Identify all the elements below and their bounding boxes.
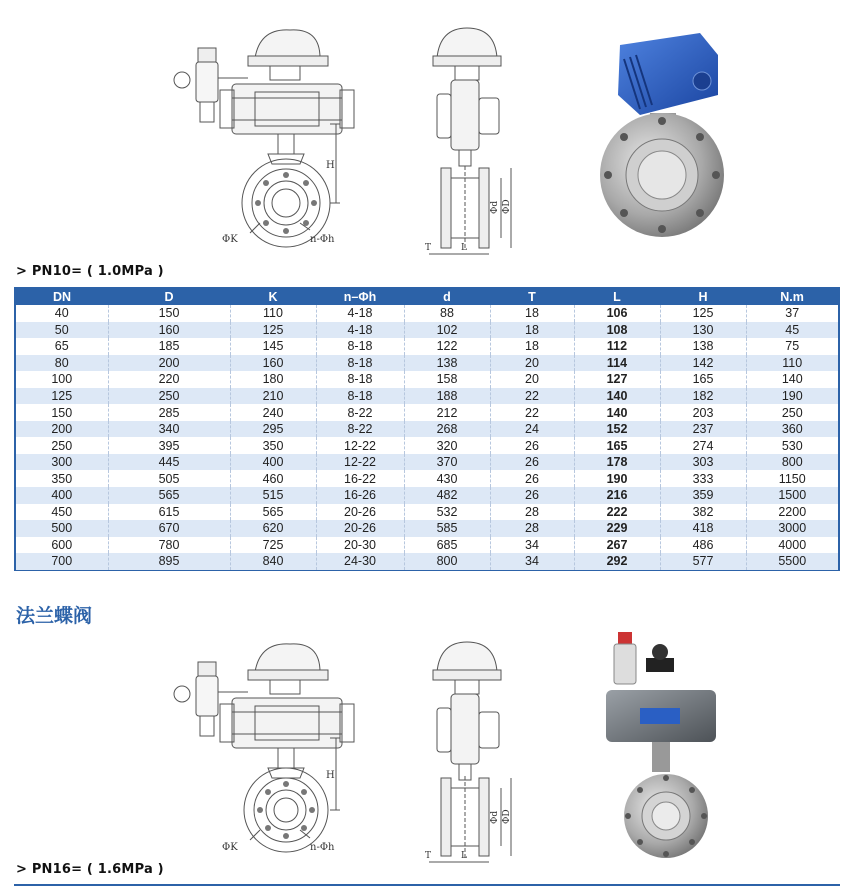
table-cell: 158 <box>404 371 490 388</box>
table-cell: 34 <box>490 553 574 570</box>
table-header-row <box>16 289 838 305</box>
table-cell: 895 <box>108 553 230 570</box>
front-view-drawing-bottom <box>160 632 360 862</box>
table-cell: 88 <box>404 305 490 322</box>
table-cell: 12-22 <box>316 454 404 471</box>
table-cell: 350 <box>230 437 316 454</box>
table-cell: 292 <box>574 553 660 570</box>
table-cell: 138 <box>660 338 746 355</box>
table-cell: 26 <box>490 437 574 454</box>
table-cell: 212 <box>404 404 490 421</box>
table-cell: 20-30 <box>316 537 404 554</box>
electric-valve-photo <box>600 25 730 255</box>
table-cell: 26 <box>490 470 574 487</box>
table-cell: 8-18 <box>316 371 404 388</box>
table-cell: 34 <box>490 537 574 554</box>
table-cell: 725 <box>230 537 316 554</box>
table-cell: 1500 <box>746 487 838 504</box>
front-view-drawing-top <box>160 18 360 258</box>
table-cell: 800 <box>746 454 838 471</box>
table-cell: 20 <box>490 355 574 372</box>
table-cell: 615 <box>108 504 230 521</box>
table-cell: 350 <box>16 470 108 487</box>
table-cell: 75 <box>746 338 838 355</box>
table-cell: 840 <box>230 553 316 570</box>
table-cell: 565 <box>108 487 230 504</box>
table-cell: 12-22 <box>316 437 404 454</box>
table-cell: 700 <box>16 553 108 570</box>
column-header: D <box>108 289 230 305</box>
d-big-label: ΦD <box>502 199 512 214</box>
table-cell: 20-26 <box>316 520 404 537</box>
table-cell: 142 <box>660 355 746 372</box>
table-cell: 165 <box>660 371 746 388</box>
table-cell: 220 <box>108 371 230 388</box>
table-row <box>16 404 838 421</box>
table-cell: 8-22 <box>316 421 404 438</box>
d-small-label: Φd <box>490 810 500 824</box>
table-cell: 577 <box>660 553 746 570</box>
table-row <box>16 537 838 554</box>
table-cell: 140 <box>574 388 660 405</box>
l-label: L <box>461 243 467 253</box>
table-cell: 250 <box>746 404 838 421</box>
divider-line <box>14 884 840 886</box>
table-cell: 203 <box>660 404 746 421</box>
table-cell: 370 <box>404 454 490 471</box>
table-cell: 24-30 <box>316 553 404 570</box>
table-cell: 24 <box>490 421 574 438</box>
l-label: L <box>461 851 467 861</box>
section-title: 法兰蝶阀 <box>16 605 93 627</box>
pn10-label: > PN10= ( 1.0MPa ) <box>16 264 164 279</box>
table-cell: 26 <box>490 487 574 504</box>
table-cell: 486 <box>660 537 746 554</box>
table-cell: 482 <box>404 487 490 504</box>
table-row <box>16 421 838 438</box>
table-cell: 190 <box>574 470 660 487</box>
table-cell: 138 <box>404 355 490 372</box>
table-cell: 450 <box>16 504 108 521</box>
table-body <box>16 305 838 570</box>
table-cell: 140 <box>574 404 660 421</box>
side-view-drawing-top <box>415 18 535 258</box>
d-big-label: ΦD <box>502 809 512 824</box>
table-cell: 210 <box>230 388 316 405</box>
table-cell: 532 <box>404 504 490 521</box>
column-header: T <box>490 289 574 305</box>
table-cell: 200 <box>16 421 108 438</box>
table-cell: 340 <box>108 421 230 438</box>
table-cell: 395 <box>108 437 230 454</box>
table-cell: 565 <box>230 504 316 521</box>
table-cell: 250 <box>16 437 108 454</box>
table-cell: 127 <box>574 371 660 388</box>
table-cell: 20-26 <box>316 504 404 521</box>
table-row <box>16 454 838 471</box>
table-cell: 188 <box>404 388 490 405</box>
table-row <box>16 504 838 521</box>
table-cell: 237 <box>660 421 746 438</box>
table-cell: 108 <box>574 322 660 339</box>
t-label: T <box>425 243 432 253</box>
nh-dimension-label: n-Φh <box>310 234 335 245</box>
table-cell: 178 <box>574 454 660 471</box>
table-cell: 303 <box>660 454 746 471</box>
table-cell: 106 <box>574 305 660 322</box>
table-cell: 140 <box>746 371 838 388</box>
table-cell: 460 <box>230 470 316 487</box>
table-cell: 600 <box>16 537 108 554</box>
d-small-label: Φd <box>490 200 500 214</box>
table-cell: 400 <box>230 454 316 471</box>
table-cell: 65 <box>16 338 108 355</box>
table-cell: 2200 <box>746 504 838 521</box>
table-cell: 150 <box>108 305 230 322</box>
table-cell: 295 <box>230 421 316 438</box>
table-cell: 505 <box>108 470 230 487</box>
pneumatic-valve-photo <box>600 628 730 858</box>
table-cell: 50 <box>16 322 108 339</box>
table-cell: 125 <box>230 322 316 339</box>
table-cell: 22 <box>490 404 574 421</box>
t-label: T <box>425 851 432 861</box>
table-cell: 180 <box>230 371 316 388</box>
table-cell: 585 <box>404 520 490 537</box>
table-cell: 1150 <box>746 470 838 487</box>
table-cell: 360 <box>746 421 838 438</box>
table-cell: 130 <box>660 322 746 339</box>
table-cell: 145 <box>230 338 316 355</box>
column-header: n–Φh <box>316 289 404 305</box>
table-cell: 333 <box>660 470 746 487</box>
table-cell: 5500 <box>746 553 838 570</box>
table-cell: 216 <box>574 487 660 504</box>
table-cell: 8-18 <box>316 338 404 355</box>
table-cell: 20 <box>490 371 574 388</box>
h-dimension-label: H <box>326 160 335 171</box>
table-row <box>16 437 838 454</box>
table-cell: 16-26 <box>316 487 404 504</box>
table-cell: 37 <box>746 305 838 322</box>
table-cell: 500 <box>16 520 108 537</box>
table-row <box>16 355 838 372</box>
table-cell: 250 <box>108 388 230 405</box>
table-cell: 274 <box>660 437 746 454</box>
table-cell: 80 <box>16 355 108 372</box>
table-row <box>16 338 838 355</box>
table-cell: 3000 <box>746 520 838 537</box>
pn16-label: > PN16= ( 1.6MPa ) <box>16 862 164 877</box>
column-header: DN <box>16 289 108 305</box>
table-cell: 102 <box>404 322 490 339</box>
table-cell: 122 <box>404 338 490 355</box>
table-cell: 530 <box>746 437 838 454</box>
table-cell: 40 <box>16 305 108 322</box>
table-cell: 222 <box>574 504 660 521</box>
table-cell: 45 <box>746 322 838 339</box>
table-cell: 780 <box>108 537 230 554</box>
table-cell: 445 <box>108 454 230 471</box>
table-cell: 200 <box>108 355 230 372</box>
table-cell: 22 <box>490 388 574 405</box>
table-cell: 285 <box>108 404 230 421</box>
table-cell: 110 <box>230 305 316 322</box>
table-cell: 670 <box>108 520 230 537</box>
table-row <box>16 520 838 537</box>
table-cell: 418 <box>660 520 746 537</box>
table-cell: 18 <box>490 322 574 339</box>
table-cell: 267 <box>574 537 660 554</box>
table-row <box>16 388 838 405</box>
table-cell: 160 <box>108 322 230 339</box>
table-row <box>16 553 838 570</box>
table-cell: 165 <box>574 437 660 454</box>
table-cell: 4000 <box>746 537 838 554</box>
table-cell: 4-18 <box>316 305 404 322</box>
table-cell: 240 <box>230 404 316 421</box>
column-header: K <box>230 289 316 305</box>
table-cell: 430 <box>404 470 490 487</box>
table-cell: 8-18 <box>316 355 404 372</box>
table-cell: 152 <box>574 421 660 438</box>
table-cell: 300 <box>16 454 108 471</box>
specs-table <box>14 287 840 571</box>
table-row <box>16 487 838 504</box>
table-cell: 112 <box>574 338 660 355</box>
table-cell: 8-22 <box>316 404 404 421</box>
table-cell: 150 <box>16 404 108 421</box>
table-cell: 685 <box>404 537 490 554</box>
table-cell: 268 <box>404 421 490 438</box>
nh-dimension-label: n-Φh <box>310 842 335 853</box>
table-cell: 320 <box>404 437 490 454</box>
k-dimension-label: ΦK <box>222 234 238 245</box>
table-cell: 359 <box>660 487 746 504</box>
side-view-drawing-bottom <box>415 632 535 864</box>
column-header: H <box>660 289 746 305</box>
table-cell: 4-18 <box>316 322 404 339</box>
table-cell: 125 <box>16 388 108 405</box>
table-cell: 400 <box>16 487 108 504</box>
table-cell: 160 <box>230 355 316 372</box>
table-cell: 185 <box>108 338 230 355</box>
column-header: L <box>574 289 660 305</box>
table-cell: 110 <box>746 355 838 372</box>
table-cell: 190 <box>746 388 838 405</box>
table-cell: 28 <box>490 504 574 521</box>
table-cell: 800 <box>404 553 490 570</box>
table-cell: 229 <box>574 520 660 537</box>
table-cell: 26 <box>490 454 574 471</box>
table-cell: 16-22 <box>316 470 404 487</box>
table-cell: 515 <box>230 487 316 504</box>
table-cell: 100 <box>16 371 108 388</box>
table-row <box>16 470 838 487</box>
table-cell: 182 <box>660 388 746 405</box>
table-cell: 18 <box>490 305 574 322</box>
h-dimension-label: H <box>326 770 335 781</box>
table-cell: 382 <box>660 504 746 521</box>
table-row <box>16 322 838 339</box>
table-cell: 114 <box>574 355 660 372</box>
table-row <box>16 371 838 388</box>
table-cell: 125 <box>660 305 746 322</box>
table-cell: 28 <box>490 520 574 537</box>
k-dimension-label: ΦK <box>222 842 238 853</box>
table-cell: 620 <box>230 520 316 537</box>
table-row <box>16 305 838 322</box>
table-cell: 8-18 <box>316 388 404 405</box>
column-header: d <box>404 289 490 305</box>
table-cell: 18 <box>490 338 574 355</box>
column-header: N.m <box>746 289 838 305</box>
